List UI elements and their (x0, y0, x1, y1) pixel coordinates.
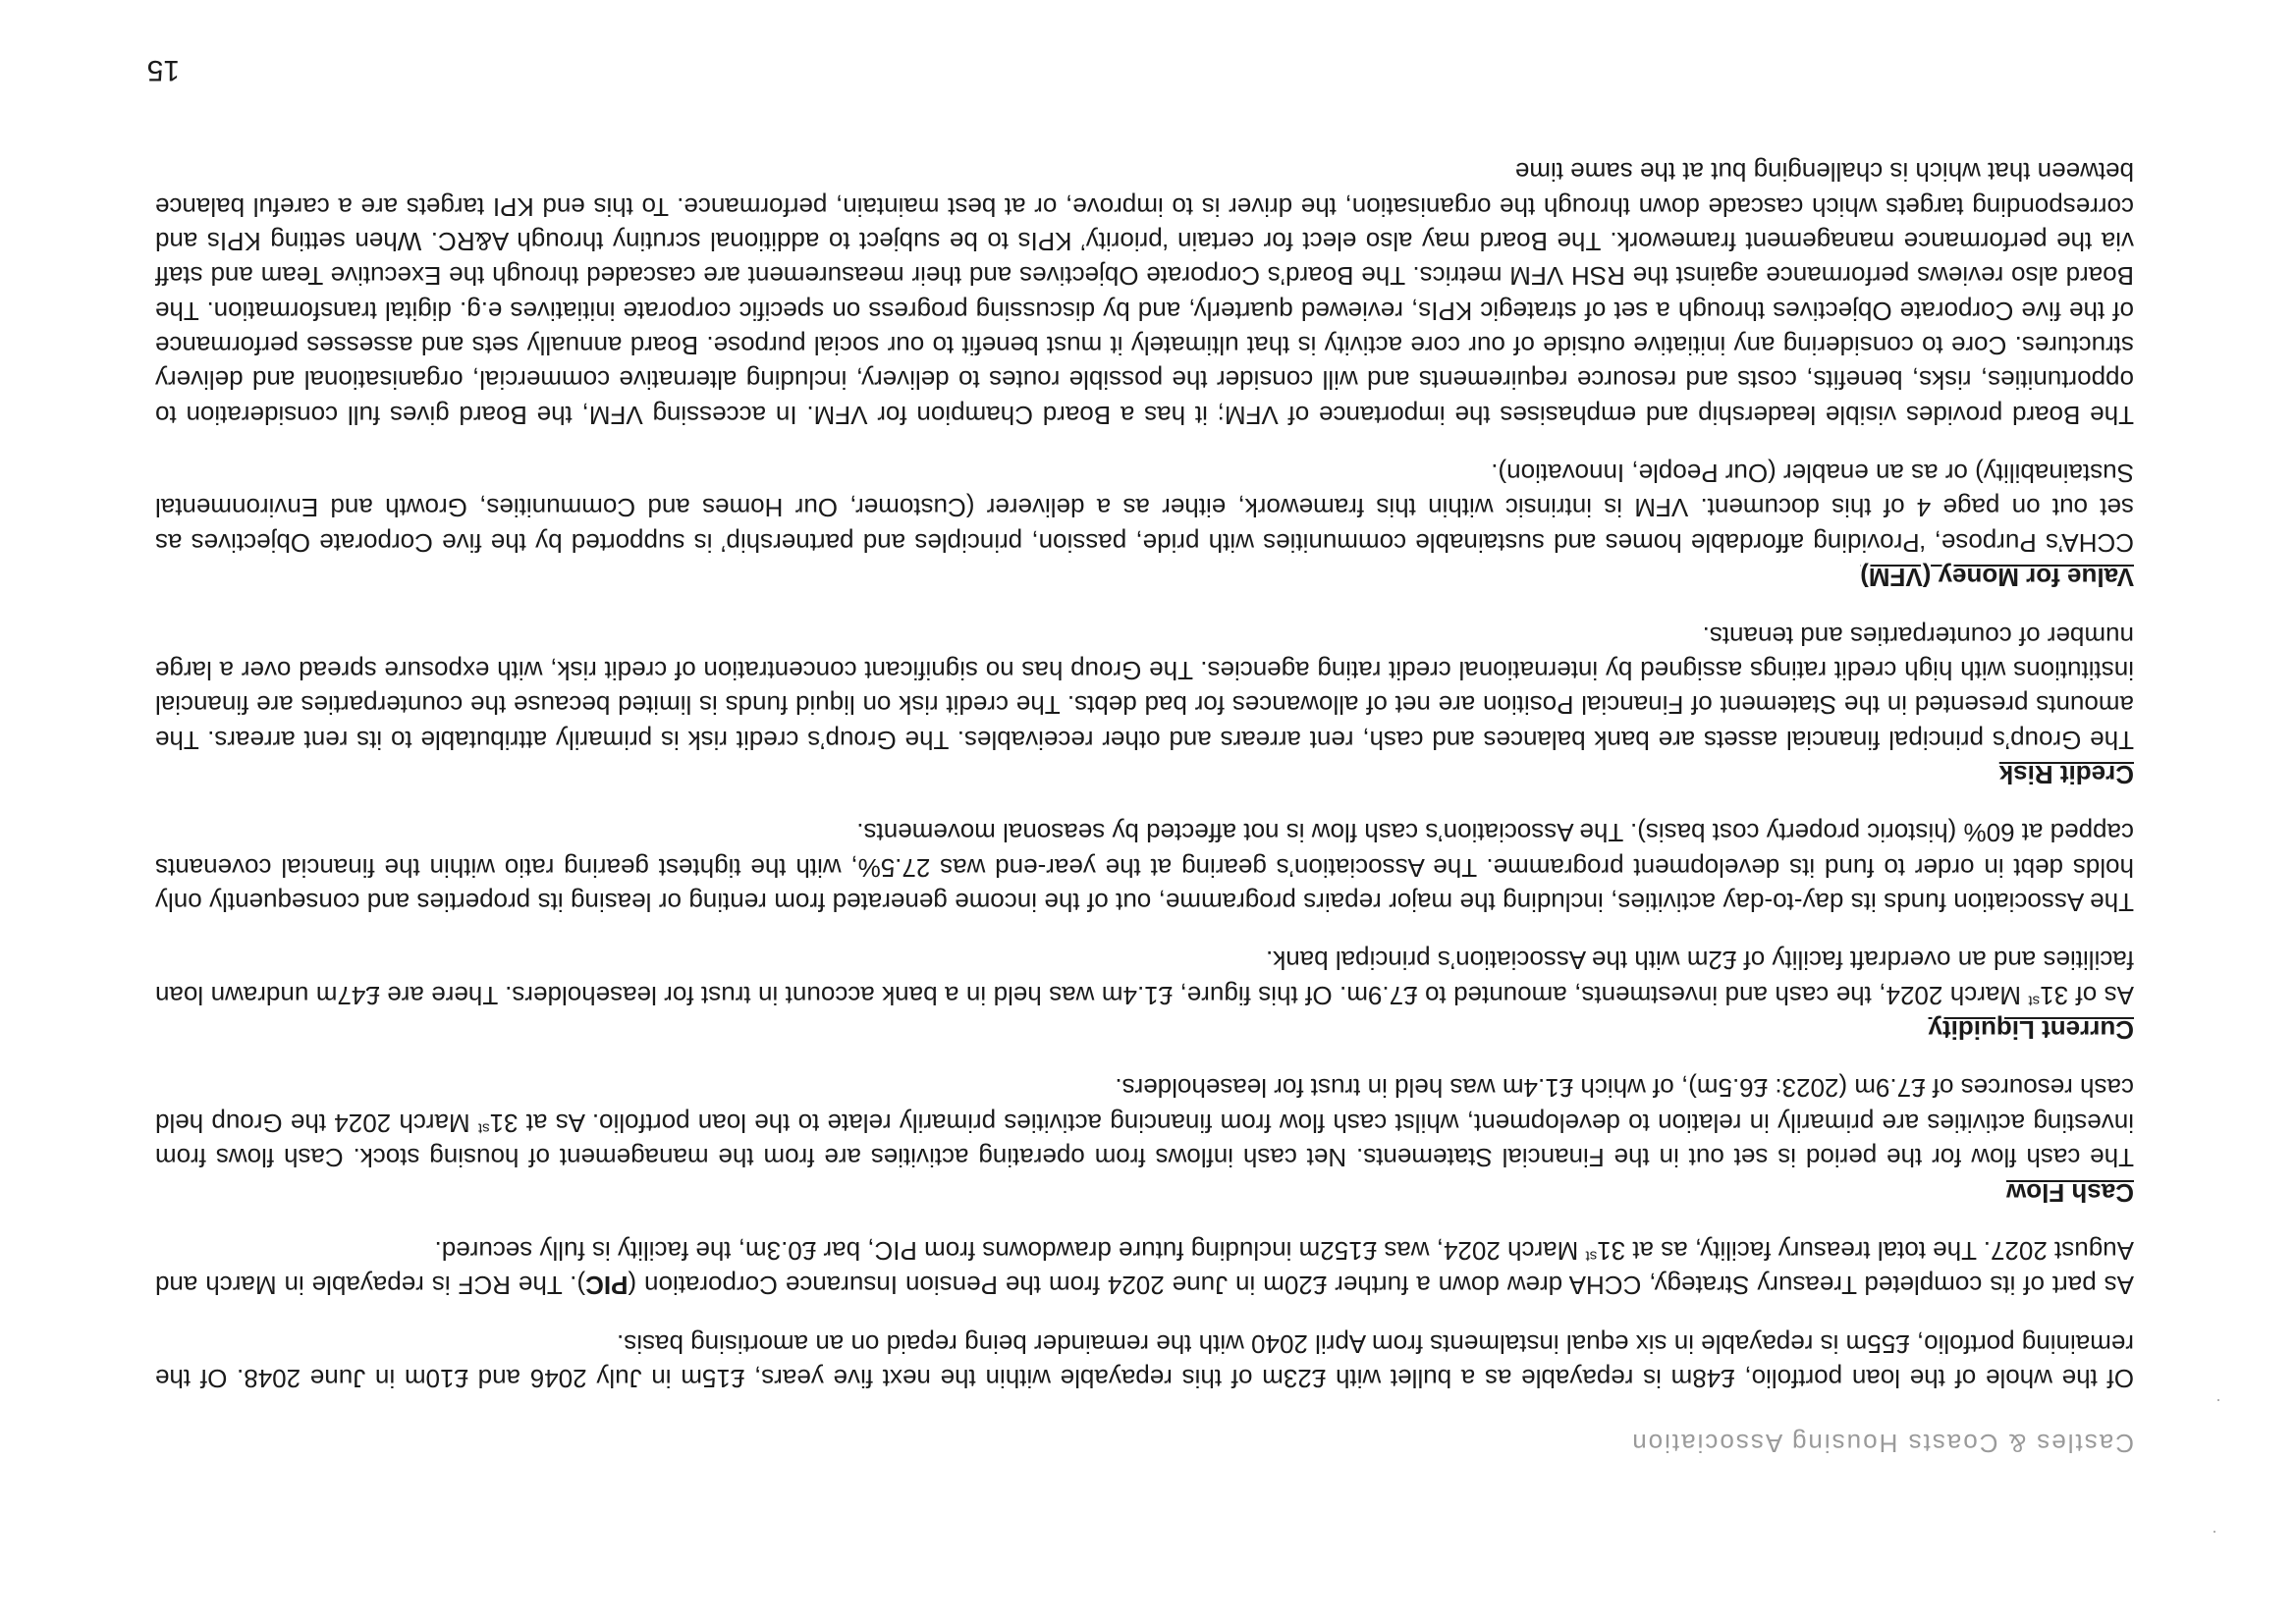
text-run: March 2024, the cash and investments, amounted to £7.9m. Of this figure, £1.4m was held in a bank account in trust for leaseholders. There are £47m undrawn loan facilities and an overdraft facility of £2m with the Association’s principal bank. (155, 946, 2134, 1010)
ordinal-suffix: st (2028, 992, 2041, 1009)
text-run: As part of its completed Treasury Strategy, CCHA drew down a further £20m in June 2024 from the Pension Insurance Corporation ( (628, 1271, 2134, 1301)
text-run: The cash flow for the period is set out in the Financial Statements. Net cash inflows from operating activities are from the management of housing stock. Cash flows from investing activities are primarily in relation to development, whilst cash flow from financing activities primarily relate to the loan portfolio. As at 31 (155, 1108, 2134, 1173)
text-run: March 2024 the Group held cash resources of £7.9m (2023: £6.5m), of which £1.4m was held in trust for leaseholders. (154, 1073, 2134, 1138)
ordinal-suffix: st (477, 1119, 490, 1137)
liquidity-paragraph (155, 943, 2134, 1012)
text-run: ). The RCF is repayable in March and August 2027. The total treasury facility, as at 31 (155, 1235, 2134, 1301)
vfm-board-paragraph: The Board provides visible leadership and emphasises the importance of VFM; it has a Board Champion for VFM. In accessing VFM, the Board gives full consideration to opportunities, risks, benefits, costs and resource requirements and will consider the possible routes to delivery, including alternative commercial, organisational and delivery structures. Core to considering any initiative outside of our core activity is that ultimately it must benefit to our social purpose. Board annually sets and assesses performance of the five Corporate Objectives through a set of strategic KPIs, reviewed quarterly, and by discussing progress on specific corporate initiatives e.g. digital transformation. The Board also reviews performance against the RSH VFM metrics. The Board’s Corporate Objectives and their measurement are cascaded through the Executive Team and staff via the performance management framework. The Board may also elect for certain ‘priority’ KPIs to be subject to additional scrutiny through A&RC. When setting KPIs and corresponding targets which cascade down through the organisation, the driver is to improve, or at best maintain, performance. To this end KPI targets are a careful balance between that which is challenging but at the same time (155, 157, 2134, 430)
vfm-heading: Value for Money (VFM) (1860, 563, 2134, 593)
cash-flow-heading: Cash Flow (2005, 1177, 2134, 1208)
current-liquidity-heading: Current Liquidity (1928, 1015, 2134, 1046)
scan-speck (2217, 1399, 2219, 1401)
organization-header: Castles & Coasts Housing Association (1630, 1429, 2134, 1458)
vfm-purpose-paragraph: CCHA’s Purpose, ‘Providing affordable homes and sustainable communities with pride, passion, principles and partnership’ is supported by the five Corporate Objectives as set out on page 4 of this document. VFM is intrinsic within this framework, either as a deliverer (Customer, Our Homes and Communities, Growth and Environmental Sustainability) or as an enabler (Our People, Innovation). (155, 459, 2134, 558)
page-number: 15 (146, 54, 180, 86)
pic-abbreviation: PIC (585, 1271, 629, 1301)
credit-risk-heading: Credit Risk (1998, 759, 2134, 789)
cash-flow-paragraph (155, 1070, 2134, 1174)
treasury-strategy-paragraph (155, 1233, 2134, 1303)
text-run: As of 31 (2040, 980, 2134, 1010)
loan-portfolio-paragraph: Of the whole of the loan portfolio, £48m is repayable as a bullet with £23m of this repayable within the next five years, £15m in July 2046 and £10m in June 2048. Of the remaining portfolio, £55m is repayable in six equal instalments from April 2040 with the remainder being repaid on an amortising basis. (155, 1328, 2134, 1393)
ordinal-suffix: st (1585, 1247, 1598, 1265)
page-body (155, 131, 2134, 1395)
text-run: March 2024, was £152m including future drawdowns from PIC, bar £0.3m, the facility is fully secured. (434, 1235, 1586, 1266)
funding-paragraph: The Association funds its day-to-day activities, including the major repairs programme, out of the income generated from renting or leasing its properties and consequently only holds debt in order to fund its development programme. The Association’s gearing at the year-end was 27.5%, with the tightest gearing ratio within the financial covenants capped at 60% (historic property cost basis). The Association’s cash flow is not affected by seasonal movements. (155, 818, 2134, 918)
credit-risk-paragraph: The Group’s principal financial assets are bank balances and cash, rent arrears and other receivables. The Group’s credit risk is primarily attributable to its rent arrears. The amounts presented in the Statement of Financial Position are net of allowances for bad debts. The credit risk on liquid funds is limited because the counterparties are financial institutions with high credit ratings assigned by international credit rating agencies. The Group has no significant concentration of credit risk, with exposure spread over a large number of counterparties and tenants. (155, 621, 2134, 755)
scan-speck (2214, 1531, 2215, 1533)
